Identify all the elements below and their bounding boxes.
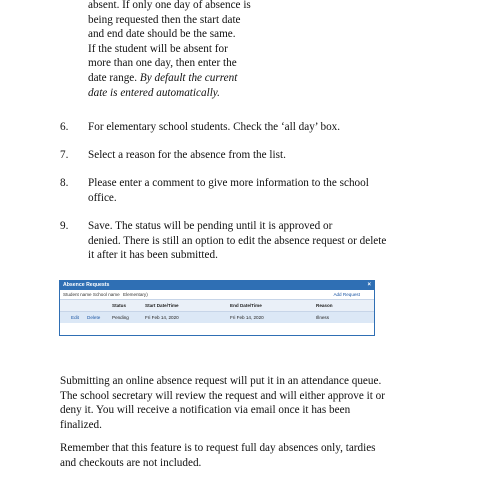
step-number: 9. — [60, 220, 69, 232]
table-header-row — [60, 299, 374, 312]
reason-cell: Illness — [316, 315, 330, 320]
paragraph-line: The school secretary will review the request and will either approve it or — [60, 389, 385, 402]
column-header-end: End Date/Time — [230, 303, 262, 308]
paragraph-line: Submitting an online absence request will put it in an attendance queue. — [60, 375, 382, 387]
intro-line-mixed — [88, 71, 288, 86]
column-header-status: Status — [112, 303, 127, 308]
step-text — [88, 176, 448, 205]
intro-line: date range. — [88, 71, 138, 84]
school-type-label: Elementary) — [122, 292, 148, 297]
step-text — [88, 219, 448, 263]
paragraph-line: finalized. — [60, 418, 102, 431]
delete-link[interactable]: Delete — [87, 315, 101, 320]
paragraph-line: deny it. You will receive a notification via email once it has been — [60, 404, 351, 417]
absence-requests-widget — [59, 280, 375, 336]
step-number: 8. — [60, 177, 69, 189]
intro-italic-text: By default the current — [139, 71, 238, 84]
intro-paragraph — [88, 0, 288, 100]
table-row — [60, 312, 374, 323]
paragraph-line: Remember that this feature is to request full day absences only, tardies — [60, 442, 376, 454]
submission-paragraph — [60, 374, 440, 432]
close-icon[interactable]: × — [367, 282, 371, 288]
widget-header — [60, 281, 374, 290]
step-text: Select a reason for the absence from the list. — [88, 149, 286, 161]
step-number: 6. — [60, 121, 69, 133]
add-request-link[interactable]: Add Request — [333, 292, 360, 297]
step-line: Please enter a comment to give more information to the school — [88, 177, 369, 189]
absence-table — [60, 299, 374, 323]
intro-italic-text: date is entered automatically. — [88, 86, 220, 99]
step-number: 7. — [60, 149, 69, 161]
end-date-cell: Fri Feb 14, 2020 — [230, 315, 264, 320]
intro-line: being requested then the start date — [88, 13, 241, 26]
step-line: it after it has been submitted. — [88, 249, 218, 262]
widget-title: Absence Requests — [63, 282, 110, 288]
column-header-start: Start Date/Time — [145, 303, 179, 308]
intro-line: and end date should be the same. — [88, 28, 236, 41]
student-label: Student name School name — [63, 292, 120, 297]
widget-subheader — [60, 290, 374, 299]
intro-line: more than one day, then enter the — [88, 57, 237, 70]
intro-line: absent. If only one day of absence is — [88, 0, 251, 11]
step-line: Save. The status will be pending until it is approved or — [88, 220, 333, 232]
start-date-cell: Fri Feb 14, 2020 — [145, 315, 179, 320]
step-line: office. — [88, 191, 117, 204]
column-header-reason: Reason — [316, 303, 333, 308]
paragraph-line: and checkouts are not included. — [60, 456, 202, 469]
step-line: denied. There is still an option to edit the absence request or delete — [88, 234, 387, 247]
reminder-paragraph — [60, 441, 440, 470]
intro-line: If the student will be absent for — [88, 42, 228, 55]
status-cell: Pending — [112, 315, 129, 320]
edit-link[interactable]: Edit — [71, 315, 79, 320]
step-text: For elementary school students. Check the ‘all day’ box. — [88, 121, 341, 133]
